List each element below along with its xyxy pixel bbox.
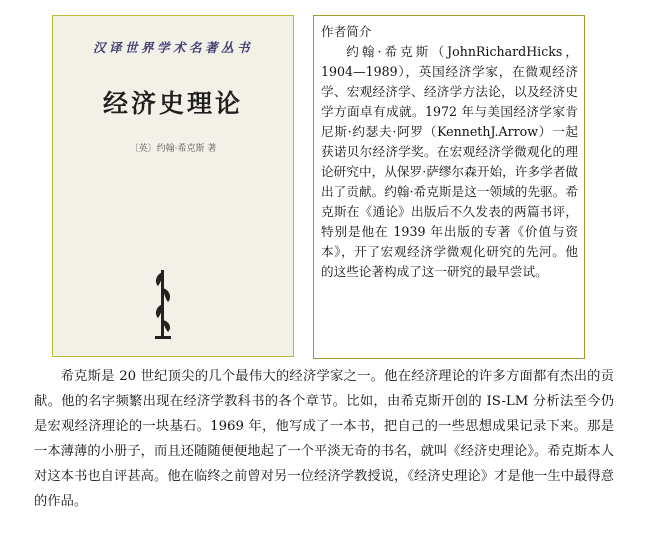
cover-book-title: 经济史理论 <box>102 89 243 118</box>
author-intro-text: 约翰·希克斯（JohnRichardHicks，1904—1989），英国经济学家，在微观经济学、宏观经济学、经济学方法论，以及经济史学方面卓有成就。1972 年与美国经济学家肯尼斯·约瑟夫·阿罗（KennethJ.Arrow）一起获诺贝尔经济学奖。在宏观经济学微观化的理论研究中，从保罗·萨缪尔森开始，许多学者做出了贡献。约翰·希克斯是这一领域的先驱。希克斯在《通论》出版后不久发表的两篇书评，特别是他在 1939 年出版的专著《价值与资本》，开了宏观经济学微观化研究的先河。他的这些论著构成了这一研究的最早尝试。 <box>321 44 578 279</box>
publisher-logo-icon <box>148 264 178 344</box>
cover-author: 〔英〕约翰·希克斯 著 <box>129 144 217 154</box>
author-intro-heading: 作者简介 <box>321 24 372 39</box>
cover-series-name: 汉译世界学术名著丛书 <box>92 40 253 55</box>
book-cover-image <box>52 15 294 357</box>
body-paragraph: 希克斯是 20 世纪顶尖的几个最伟大的经济学家之一。他在经济理论的许多方面都有杰出的贡献。他的名字频繁出现在经济学教科书的各个章节。比如，由希克斯开创的 IS-LM 分析法至今仍是宏观经济理论的一块基石。1969 年，他写成了一本书，把自己的一些思想成果记录下来。那是一本薄薄的小册子，而且还随随便便地起了一个平淡无奇的书名，就叫《经济史理论》。希克斯本人对这本书也自评甚高。他在临终之前曾对另一位经济学教授说，《经济史理论》才是他一生中最得意的作品。 <box>34 369 614 509</box>
author-intro-box <box>313 15 585 359</box>
